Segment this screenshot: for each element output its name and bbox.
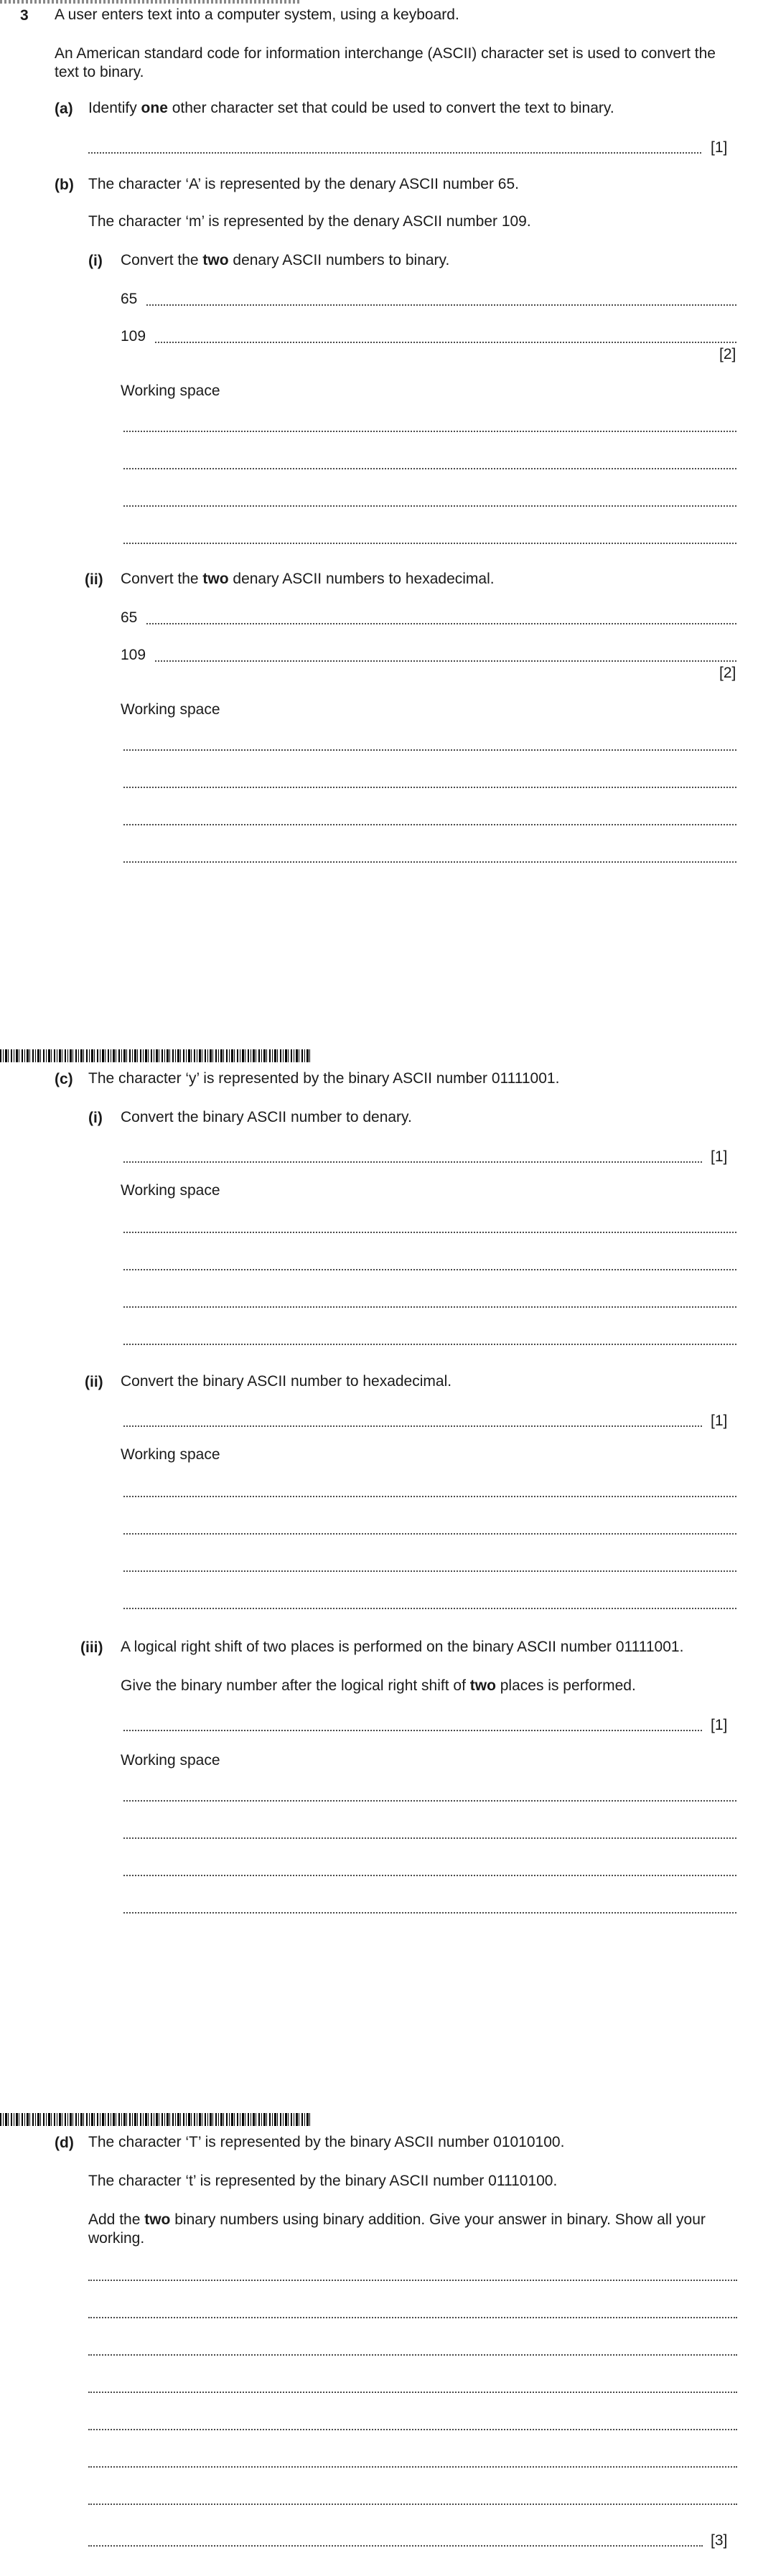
working-line[interactable] xyxy=(123,1800,736,1802)
part-c-ii-text: Convert the binary ASCII number to hexadecimal. xyxy=(121,1373,452,1390)
working-space-label: Working space xyxy=(121,1752,220,1769)
row-label-109: 109 xyxy=(121,328,146,345)
working-line[interactable] xyxy=(123,1875,736,1876)
answer-line-d[interactable] xyxy=(88,2280,737,2281)
working-line[interactable] xyxy=(123,505,736,507)
working-space-label: Working space xyxy=(121,1446,220,1463)
answer-line-b-ii-109[interactable] xyxy=(155,660,736,662)
working-line[interactable] xyxy=(123,431,736,432)
working-line[interactable] xyxy=(123,1344,736,1345)
mark-d: [3] xyxy=(711,2532,728,2549)
working-space-label: Working space xyxy=(121,383,220,399)
part-c-iii-label: (iii) xyxy=(80,1639,103,1656)
part-b-i-label: (i) xyxy=(88,253,103,269)
mark-c-ii: [1] xyxy=(711,1413,728,1429)
part-b-line1: The character ‘A’ is represented by the denary ASCII number 65. xyxy=(88,176,519,192)
working-line[interactable] xyxy=(123,824,736,825)
part-c-line1: The character ‘y’ is represented by the binary ASCII number 01111001. xyxy=(88,1070,560,1087)
part-c-i-text: Convert the binary ASCII number to denary. xyxy=(121,1109,412,1125)
answer-line-d[interactable] xyxy=(88,2504,737,2505)
part-c-ii-label: (ii) xyxy=(85,1374,103,1390)
part-b-i-text: Convert the two denary ASCII numbers to binary. xyxy=(121,252,450,268)
part-c-iii-text: A logical right shift of two places is performed on the binary ASCII number 01111001. xyxy=(121,1639,684,1655)
part-c-i-label: (i) xyxy=(88,1110,103,1126)
answer-line-d-final[interactable] xyxy=(88,2545,703,2547)
answer-line-c-ii[interactable] xyxy=(123,1425,702,1427)
page-header-strip xyxy=(0,0,301,4)
working-line[interactable] xyxy=(123,787,736,788)
part-b-ii-label: (ii) xyxy=(85,571,103,588)
working-line[interactable] xyxy=(123,1608,736,1609)
working-line[interactable] xyxy=(123,1496,736,1497)
page-barcode xyxy=(0,1049,310,1062)
part-b-label: (b) xyxy=(55,177,74,193)
answer-line-b-i-65[interactable] xyxy=(146,304,736,306)
part-a-text: Identify one other character set that could be used to convert the text to binary. xyxy=(88,100,614,116)
row-label-65: 65 xyxy=(121,609,138,626)
part-d-line2: The character ‘t’ is represented by the binary ASCII number 01110100. xyxy=(88,2173,558,2189)
working-line[interactable] xyxy=(123,543,736,544)
part-d-line3: Add the two binary numbers using binary addition. Give your answer in binary. Show all your working. xyxy=(88,2211,706,2247)
working-line[interactable] xyxy=(123,1570,736,1572)
answer-line-d[interactable] xyxy=(88,2317,737,2318)
page-barcode xyxy=(0,2113,310,2126)
answer-line-d[interactable] xyxy=(88,2429,737,2430)
working-line[interactable] xyxy=(123,861,736,863)
mark-b-i: [2] xyxy=(719,346,736,362)
working-line[interactable] xyxy=(123,749,736,751)
mark-c-i: [1] xyxy=(711,1148,728,1165)
part-b-ii-text: Convert the two denary ASCII numbers to hexadecimal. xyxy=(121,571,495,587)
part-a-label: (a) xyxy=(55,100,73,117)
working-space-label: Working space xyxy=(121,701,220,718)
mark-c-iii: [1] xyxy=(711,1717,728,1733)
answer-line-d[interactable] xyxy=(88,2392,737,2393)
answer-line-a[interactable] xyxy=(88,152,701,154)
working-space-label: Working space xyxy=(121,1182,220,1199)
answer-line-c-i[interactable] xyxy=(123,1161,702,1163)
answer-line-b-ii-65[interactable] xyxy=(146,623,736,624)
answer-line-b-i-109[interactable] xyxy=(155,342,736,343)
working-line[interactable] xyxy=(123,1912,736,1914)
question-number: 3 xyxy=(20,7,29,24)
working-line[interactable] xyxy=(123,1306,736,1308)
mark-a: [1] xyxy=(711,139,728,156)
working-line[interactable] xyxy=(123,1232,736,1233)
part-b-line2: The character ‘m’ is represented by the denary ASCII number 109. xyxy=(88,213,531,230)
part-c-label: (c) xyxy=(55,1071,73,1087)
part-d-line1: The character ‘T’ is represented by the binary ASCII number 01010100. xyxy=(88,2134,565,2150)
working-line[interactable] xyxy=(123,1533,736,1535)
part-c-iii-text2: Give the binary number after the logical right shift of two places is performed. xyxy=(121,1677,636,1694)
working-line[interactable] xyxy=(123,1269,736,1270)
question-intro: A user enters text into a computer system, using a keyboard. xyxy=(55,6,459,23)
answer-line-d[interactable] xyxy=(88,2466,737,2468)
answer-line-d[interactable] xyxy=(88,2354,737,2356)
mark-b-ii: [2] xyxy=(719,665,736,681)
working-line[interactable] xyxy=(123,1837,736,1839)
working-line[interactable] xyxy=(123,468,736,469)
answer-line-c-iii[interactable] xyxy=(123,1730,702,1731)
part-d-label: (d) xyxy=(55,2135,74,2151)
row-label-109: 109 xyxy=(121,647,146,663)
question-intro-2: An American standard code for information interchange (ASCII) character set is used to convert the text to binary. xyxy=(55,45,716,80)
row-label-65: 65 xyxy=(121,291,138,307)
